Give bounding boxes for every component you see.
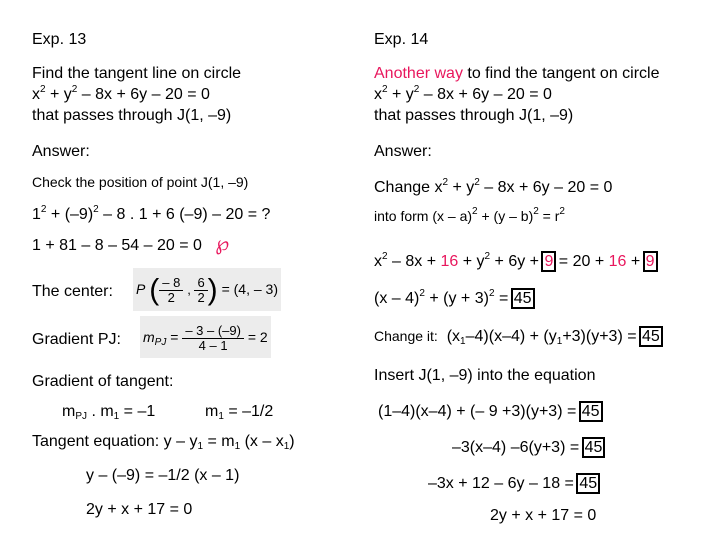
squared-form: $(x - 4)^2 + (y + 3)^2 = 45$ <box>374 288 532 307</box>
m1-value: $m_1 = -1/2$ <box>205 403 274 422</box>
exp14-question-line2: $x^2 + y^2 - 8x + 6y - 20 = 0$ <box>374 84 552 103</box>
script-p-icon: ℘ <box>215 233 230 255</box>
exp13-result: 2y + x + 17 = 0 <box>86 501 193 518</box>
tangent-step1: y – (–9) = –1/2 (x – 1) <box>86 467 240 484</box>
change-equation: Change $x^2 + y^2 - 8x + 6y - 20 = 0$ <box>374 177 613 196</box>
exp13-calc-line2: 1 + 81 – 8 – 54 – 20 = 0 ℘ <box>32 233 230 255</box>
change-it-line: Change it: $(x_1-4)(x-4) + (y_1+3)(y+3) = 45$ <box>374 328 660 347</box>
exp13-calc-line1: $1^2 + (-9)^2 - 8$ . 1 + 6 (–9) – 20 = ? <box>32 204 271 223</box>
exp14-answer-label: Answer: <box>374 143 432 160</box>
insert-instruction: Insert J(1, –9) into the equation <box>374 367 596 384</box>
gradient-tangent-label: Gradient of tangent: <box>32 373 174 390</box>
exp14-result: 2y + x + 17 = 0 <box>490 507 597 524</box>
insert-step1: (1–4)(x–4) + (– 9 +3)(y+3) = 45 <box>378 403 600 420</box>
exp14-question-line1: Another way to find the tangent on circle <box>374 65 660 82</box>
exp14-question-line3: that passes through J(1, –9) <box>374 107 574 124</box>
into-form: into form $(x - a)^2 + (y - b)^2 = r^2$ <box>374 206 565 224</box>
insert-step3: –3x + 12 – 6y – 18 = 45 <box>428 475 598 492</box>
gradient-pj-label: Gradient PJ: <box>32 331 121 348</box>
exp14-title: Exp. 14 <box>374 31 429 48</box>
complete-square: $x^2 - 8x + 16 + y^2 + 6y + 9 = 20 + 16 + 9$ <box>374 251 655 270</box>
center-formula: P ( $\frac{- 8}{2}$ , $\frac{6}{2}$ ) = (4, – 3) <box>133 268 281 314</box>
exp13-question-line2: $x^2 + y^2 - 8x + 6y - 20 = 0$ <box>32 84 210 103</box>
exp13-question-line1: Find the tangent line on circle <box>32 65 242 82</box>
exp13-title: Exp. 13 <box>32 31 87 48</box>
mpj-m1-equation: $m_{PJ}$ . $m_1 = -1$ <box>62 403 156 422</box>
gradient-pj-formula: $m_{PJ}$ = $\frac{- 3 - (-9)}{4 - 1}$ = 2 <box>140 316 271 362</box>
tangent-equation-formula: Tangent equation: $y - y_1 = m_1$ $(x - x_1)$ <box>32 433 295 452</box>
exp13-check-text: Check the position of point J(1, –9) <box>32 174 249 190</box>
insert-step2: –3(x–4) –6(y+3) = 45 <box>452 439 603 456</box>
center-label: The center: <box>32 283 113 300</box>
exp13-answer-label: Answer: <box>32 143 90 160</box>
exp13-question-line3: that passes through J(1, –9) <box>32 107 232 124</box>
